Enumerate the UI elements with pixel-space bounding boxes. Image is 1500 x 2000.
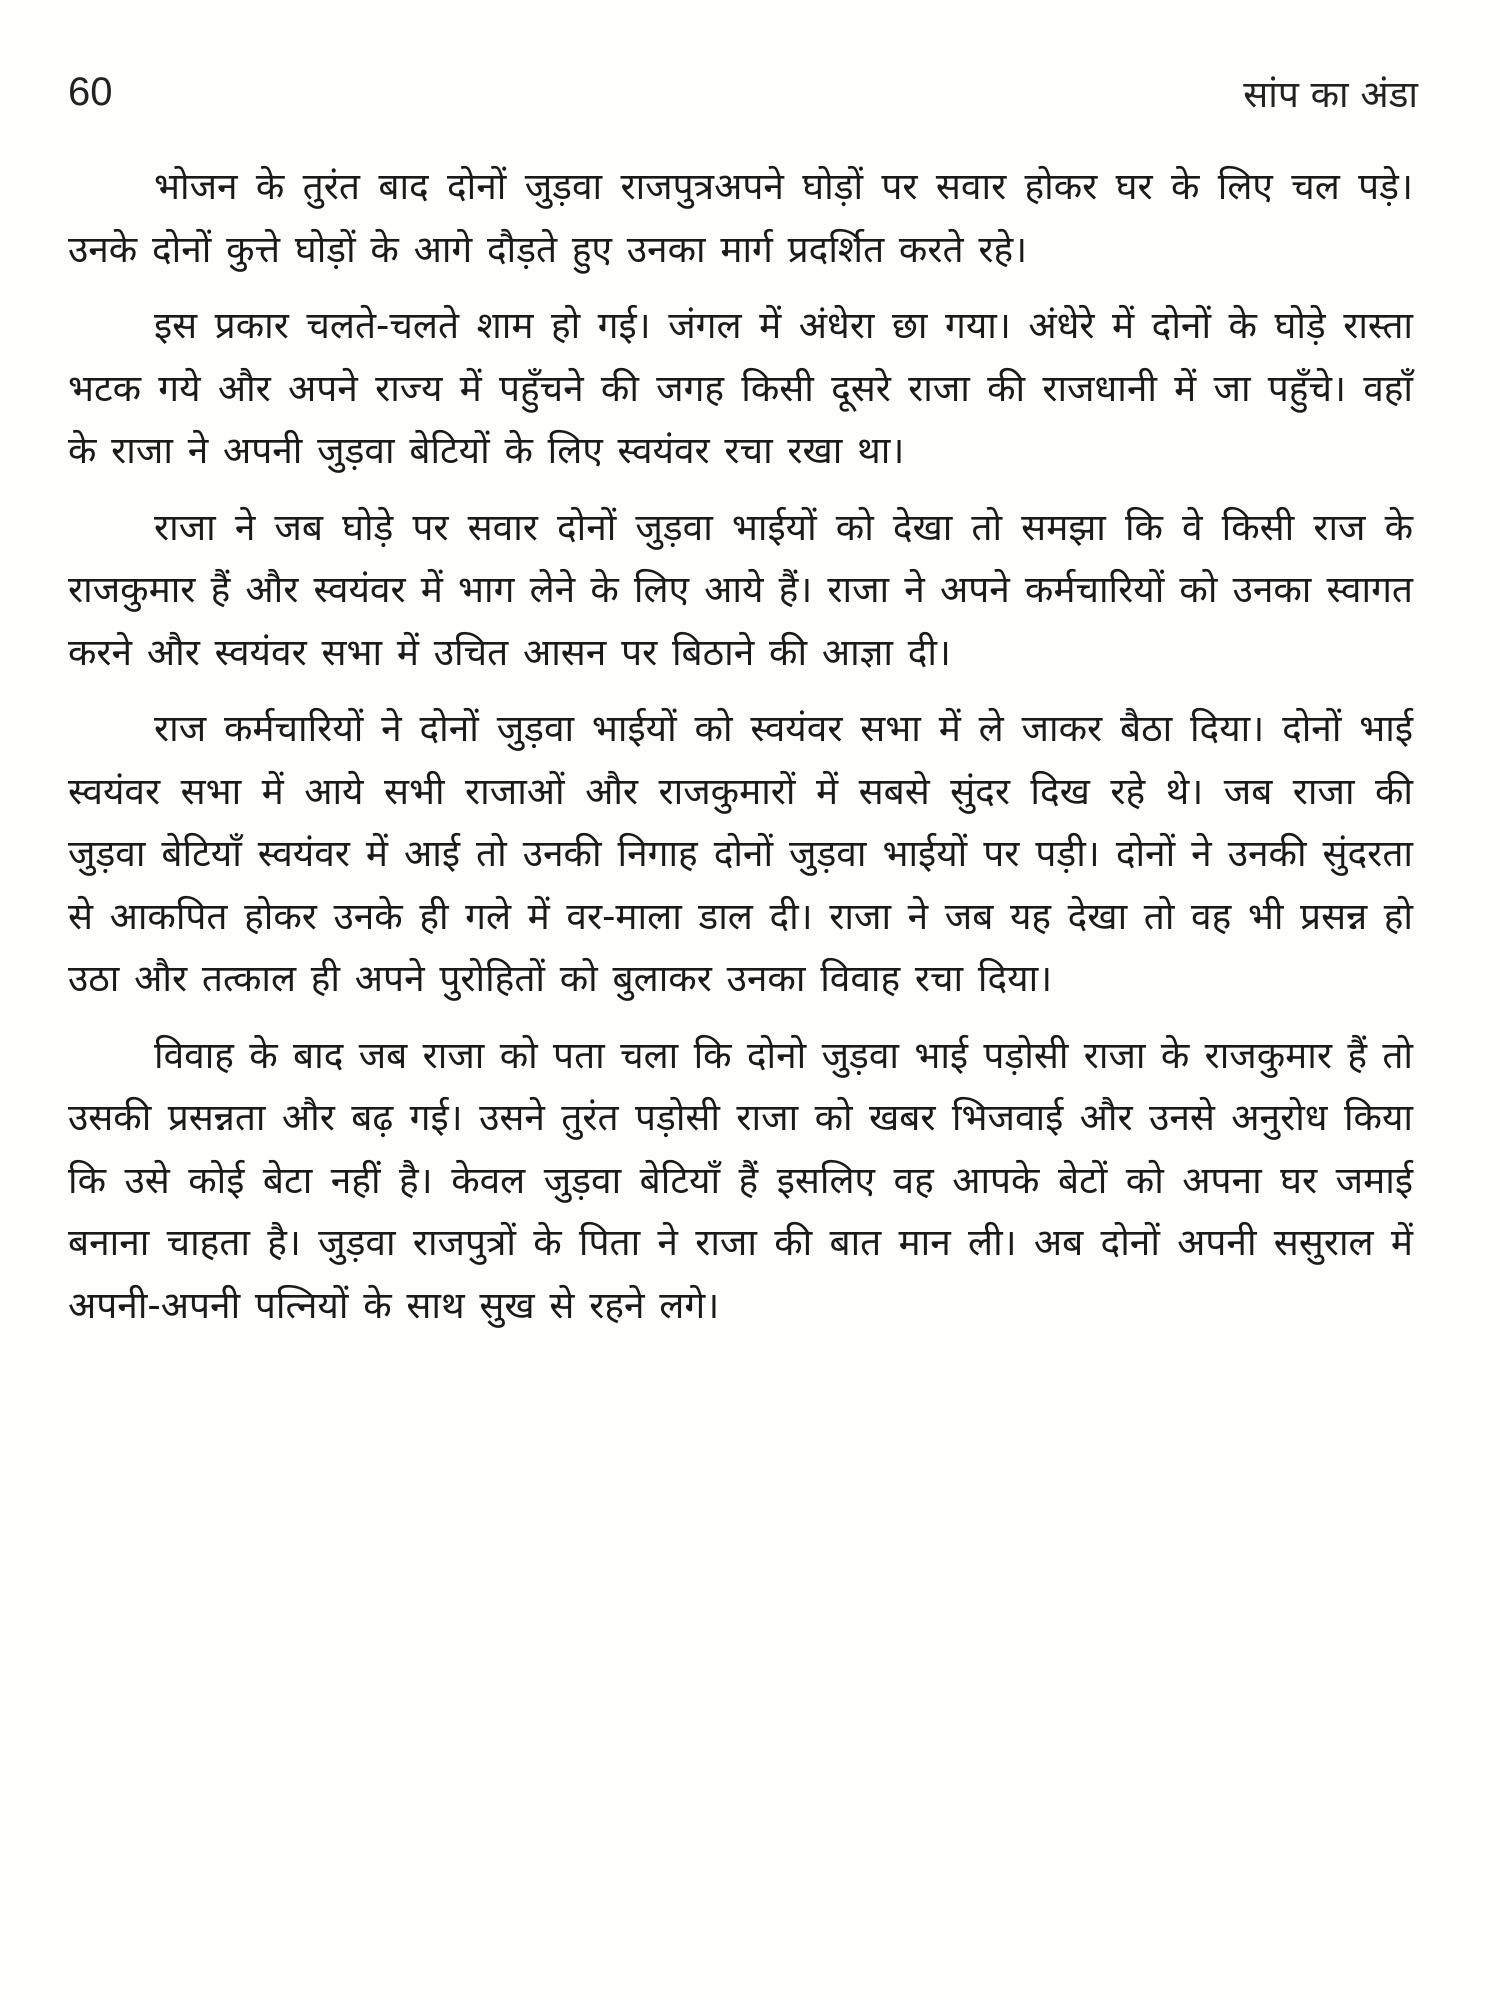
paragraph-3: राजा ने जब घोड़े पर सवार दोनों जुड़वा भाईयों को देखा तो समझा कि वे किसी राज के राजकुमार हैं और स्वयंवर में भाग लेने के लिए आये हैं। राजा ने अपने कर्मचारियों को उनका स्वागत करने और स्वयंवर सभा में उचित आसन पर बिठाने की आज्ञा दी। [68,505,1413,674]
page-number: 60 [68,69,113,114]
paragraph-1: भोजन के तुरंत बाद दोनों जुड़वा राजपुत्रअपने घोड़ों पर सवार होकर घर के लिए चल पड़े। उनके दोनों कुत्ते घोड़ों के आगे दौड़ते हुए उनका मार्ग प्रदर्शित करते रहे। [68,165,1413,271]
paragraph-2: इस प्रकार चलते-चलते शाम हो गई। जंगल में अंधेरा छा गया। अंधेरे में दोनों के घोड़े रास्ता भटक गये और अपने राज्य में पहुँचने की जगह किसी दूसरे राजा की राजधानी में जा पहुँचे। वहाँ के राजा ने अपनी जुड़वा बेटियों के लिए स्वयंवर रचा रखा था। [68,304,1413,472]
paragraph-4: राज कर्मचारियों ने दोनों जुड़वा भाईयों को स्वयंवर सभा में ले जाकर बैठा दिया। दोनों भाई स्वयंवर सभा में आये सभी राजाओं और राजकुमारों में सबसे सुंदर दिख रहे थे। जब राजा की जुड़वा बेटियाँ स्वयंवर में आई तो उनकी निगाह दोनों जुड़वा भाईयों पर पड़ी। दोनों ने उनकी सुंदरता से आकपित होकर उनके ही गले में वर-माला डाल दी। राजा ने जब यह देखा तो वह भी प्रसन्न हो उठा और तत्काल ही अपने पुरोहितों को बुलाकर उनका विवाह रचा दिया। [68,707,1413,1000]
running-title: सांप का अंडा [1243,72,1418,116]
page-header [68,62,1418,122]
paragraph-5: विवाह के बाद जब राजा को पता चला कि दोनो जुड़वा भाई पड़ोसी राजा के राजकुमार हैं तो उसकी प्रसन्नता और बढ़ गई। उसने तुरंत पड़ोसी राजा को खबर भिजवाई और उनसे अनुरोध किया कि उसे कोई बेटा नहीं है। केवल जुड़वा बेटियाँ हैं इसलिए वह आपके बेटों को अपना घर जमाई बनाना चाहता है। जुड़वा राजपुत्रों के पिता ने राजा की बात मान ली। अब दोनों अपनी ससुराल में अपनी-अपनी पत्नियों के साथ सुख से रहने लगे। [68,1033,1413,1327]
story-body [68,156,1413,1351]
